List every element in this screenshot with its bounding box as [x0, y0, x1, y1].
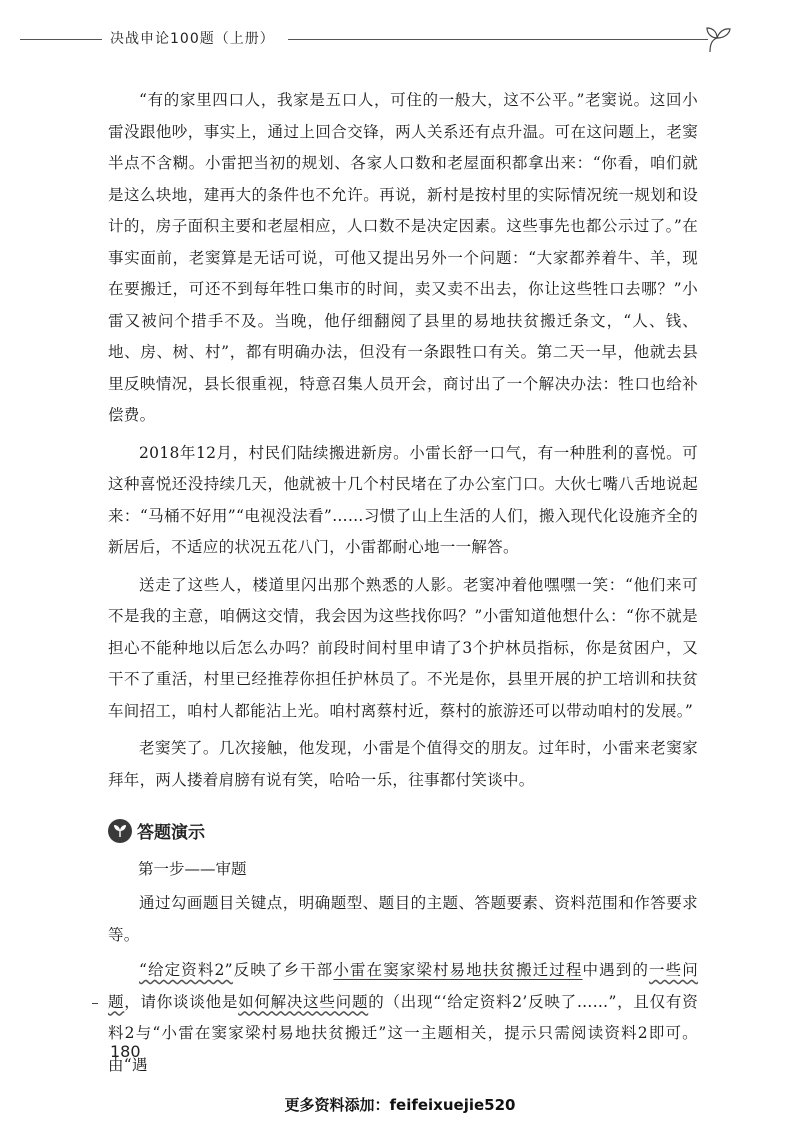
text-run: 中遇到的 [582, 961, 649, 979]
step-title: 第一步——审题 [138, 860, 247, 878]
book-title: 决战申论100题（上册） [110, 31, 275, 47]
analysis-text [108, 888, 698, 1085]
page-number: 180 [110, 1042, 141, 1061]
analysis-paragraph [108, 955, 698, 1081]
key-phrase: “给定资料2” [139, 961, 233, 979]
header-rule-left [20, 39, 102, 40]
paragraph: “有的家里四口人，我家是五口人，可住的一般大，这不公平。”老窦说。这回小雷没跟他吵，事实上，通过上回合交锋，两人关系还有点升温。可在这问题上，老窦半点不含糊。小雷把当初的规划、各家人口数和老屋面积都拿出来：“你看，咱们就是这么块地，建再大的条件也不允许。再说，新村是按村里的实际情况统一规划和设计的，房子面积主要和老屋相应，人口数不是决定因素。这些事先也都公示过了。”在事实面前，老窦算是无话可说，可他又提出另外一个问题：“大家都养着牛、羊，现在要搬迁，可还不到每年牲口集市的时间，卖又卖不出去，你让这些牲口去哪？”小雷又被问个措手不及。当晚，他仔细翻阅了县里的易地扶贫搬迁条文，“人、钱、地、房、树、村”，都有明确办法，但没有一条跟牲口有关。第二天一早，他就去县里反映情况，县长很重视，特意召集人员开会，商讨出了一个解决办法：牲口也给补偿费。 [108, 91, 698, 424]
key-phrase: 小雷在窦家梁村易地扶贫搬迁过程 [333, 961, 583, 979]
text-run: ，请你谈谈他是 [124, 992, 239, 1011]
footer-note: 更多资料添加：feifeixuejie520 [284, 1096, 516, 1114]
section-title: 答题演示 [137, 823, 205, 843]
sprout-icon [702, 22, 732, 54]
header-rule-right [288, 39, 708, 40]
leaf-icon [108, 819, 132, 843]
analysis-line: 通过勾画题目关键点，明确题型、题目的主题、答题要素、资料范围和作答要求等。 [108, 894, 698, 944]
margin-mark [92, 1003, 98, 1004]
section-heading [108, 818, 205, 843]
key-phrase: 如何解决这些问题 [238, 992, 369, 1011]
text-run: 反映了乡干部 [232, 961, 334, 979]
running-header [20, 22, 750, 52]
paragraph: 老窦笑了。几次接触，他发现，小雷是个值得交的朋友。过年时，小雷来老窦家拜年，两人搂着肩膀有说有笑，哈哈一乐，往事都付笑谈中。 [108, 739, 698, 789]
paragraph: 送走了这些人，楼道里闪出那个熟悉的人影。老窦冲着他嘿嘿一笑：“他们来可不是我的主意，咱俩这交情，我会因为这些找你吗？”小雷知道他想什么：“你不就是担心不能种地以后怎么办吗？前段时间村里申请了3个护林员指标，你是贫困户，又干不了重活，村里已经推荐你担任护林员了。不光是你，县里开展的护工培训和扶贫车间招工，咱村人都能沾上光。咱村离蔡村近，蔡村的旅游还可以带动咱村的发展。” [108, 575, 698, 720]
key-phrase: 一些问题 [108, 961, 699, 1011]
text-run: 的（出现“‘给定资料2’反映了……”，且仅有资料2与“小雷在窦家梁村易地扶贫搬迁”这一主题相关，提示只需阅读资料2即可。由“遇 [108, 992, 698, 1074]
story-text [108, 85, 698, 800]
paragraph: 2018年12月，村民们陆续搬进新房。小雷长舒一口气，有一种胜利的喜悦。可这种喜悦还没持续几天，他就被十几个村民堵在了办公室门口。大伙七嘴八舌地说起来：“马桶不好用”“电视没法看”……习惯了山上生活的人们，搬入现代化设施齐全的新居后，不适应的状况五花八门，小雷都耐心地一一解答。 [108, 443, 698, 556]
